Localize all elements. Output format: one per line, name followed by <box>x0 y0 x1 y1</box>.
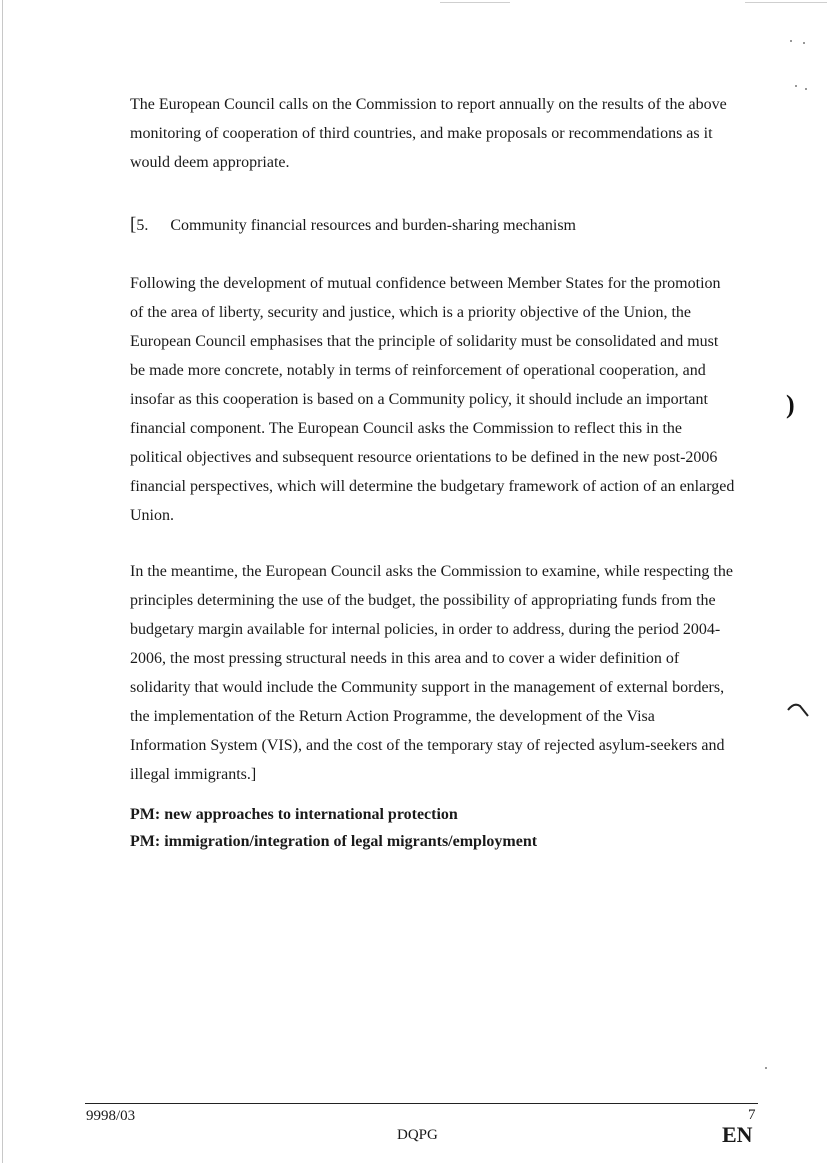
scan-top-mark <box>440 2 510 3</box>
text-line: financial perspectives, which will determine the budgetary framework of action of an enlarged <box>130 478 735 495</box>
text-line: illegal immigrants.] <box>130 766 257 783</box>
text-line: of the area of liberty, security and justice, which is a priority objective of the Union, the <box>130 304 692 321</box>
text-line: solidarity that would include the Community support in the management of external borders, <box>130 679 725 696</box>
text-line: budgetary margin available for internal policies, in order to address, during the period 2004- <box>130 621 721 638</box>
section-title: Community financial resources and burden-sharing mechanism <box>170 217 576 234</box>
margin-hook-mark <box>786 700 812 720</box>
text-line: In the meantime, the European Council asks the Commission to examine, while respecting the <box>130 563 733 580</box>
section-bracket: [ <box>130 214 137 235</box>
pm-legal-migrants: PM: immigration/integration of legal migrants/employment <box>130 833 538 850</box>
text-line: principles determining the use of the budget, the possibility of appropriating funds from the <box>130 592 716 609</box>
footer-page-number: 7 <box>748 1107 756 1123</box>
scan-speck <box>803 42 805 44</box>
section-heading <box>130 210 576 240</box>
text-line: European Council emphasises that the principle of solidarity must be consolidated and must <box>130 333 719 350</box>
text-line: be made more concrete, notably in terms of reinforcement of operational cooperation, and <box>130 362 706 379</box>
paragraph-solidarity <box>130 269 770 530</box>
footer-reference: 9998/03 <box>86 1108 136 1124</box>
text-line: the implementation of the Return Action Programme, the development of the Visa <box>130 708 655 725</box>
text-line: Union. <box>130 507 174 524</box>
paragraph-reporting <box>130 90 770 177</box>
scan-top-mark <box>745 2 827 3</box>
scan-speck <box>765 1067 767 1069</box>
section-number: 5. <box>136 217 149 234</box>
text-line: would deem appropriate. <box>130 154 290 171</box>
footer-rule <box>85 1103 758 1104</box>
text-line: political objectives and subsequent resource orientations to be defined in the new post-2006 <box>130 449 718 466</box>
scan-speck <box>805 88 807 90</box>
pm-international-protection: PM: new approaches to international protection <box>130 806 458 823</box>
text-line: insofar as this cooperation is based on a Community policy, it should include an important <box>130 391 708 408</box>
text-line: financial component. The European Council asks the Commission to reflect this in the <box>130 420 683 437</box>
footer-language: EN <box>722 1122 753 1147</box>
text-line: Information System (VIS), and the cost of the temporary stay of rejected asylum-seekers and <box>130 737 725 754</box>
scan-edge <box>2 0 3 1163</box>
scan-speck <box>795 85 797 87</box>
text-line: monitoring of cooperation of third countries, and make proposals or recommendations as it <box>130 125 713 142</box>
scan-speck <box>790 40 792 42</box>
paragraph-budget <box>130 557 770 789</box>
text-line: The European Council calls on the Commission to report annually on the results of the above <box>130 96 727 113</box>
footer-department: DQPG <box>397 1127 438 1143</box>
text-line: 2006, the most pressing structural needs in this area and to cover a wider definition of <box>130 650 680 667</box>
margin-paren-mark: ) <box>786 390 795 419</box>
text-line: Following the development of mutual confidence between Member States for the promotion <box>130 275 721 292</box>
